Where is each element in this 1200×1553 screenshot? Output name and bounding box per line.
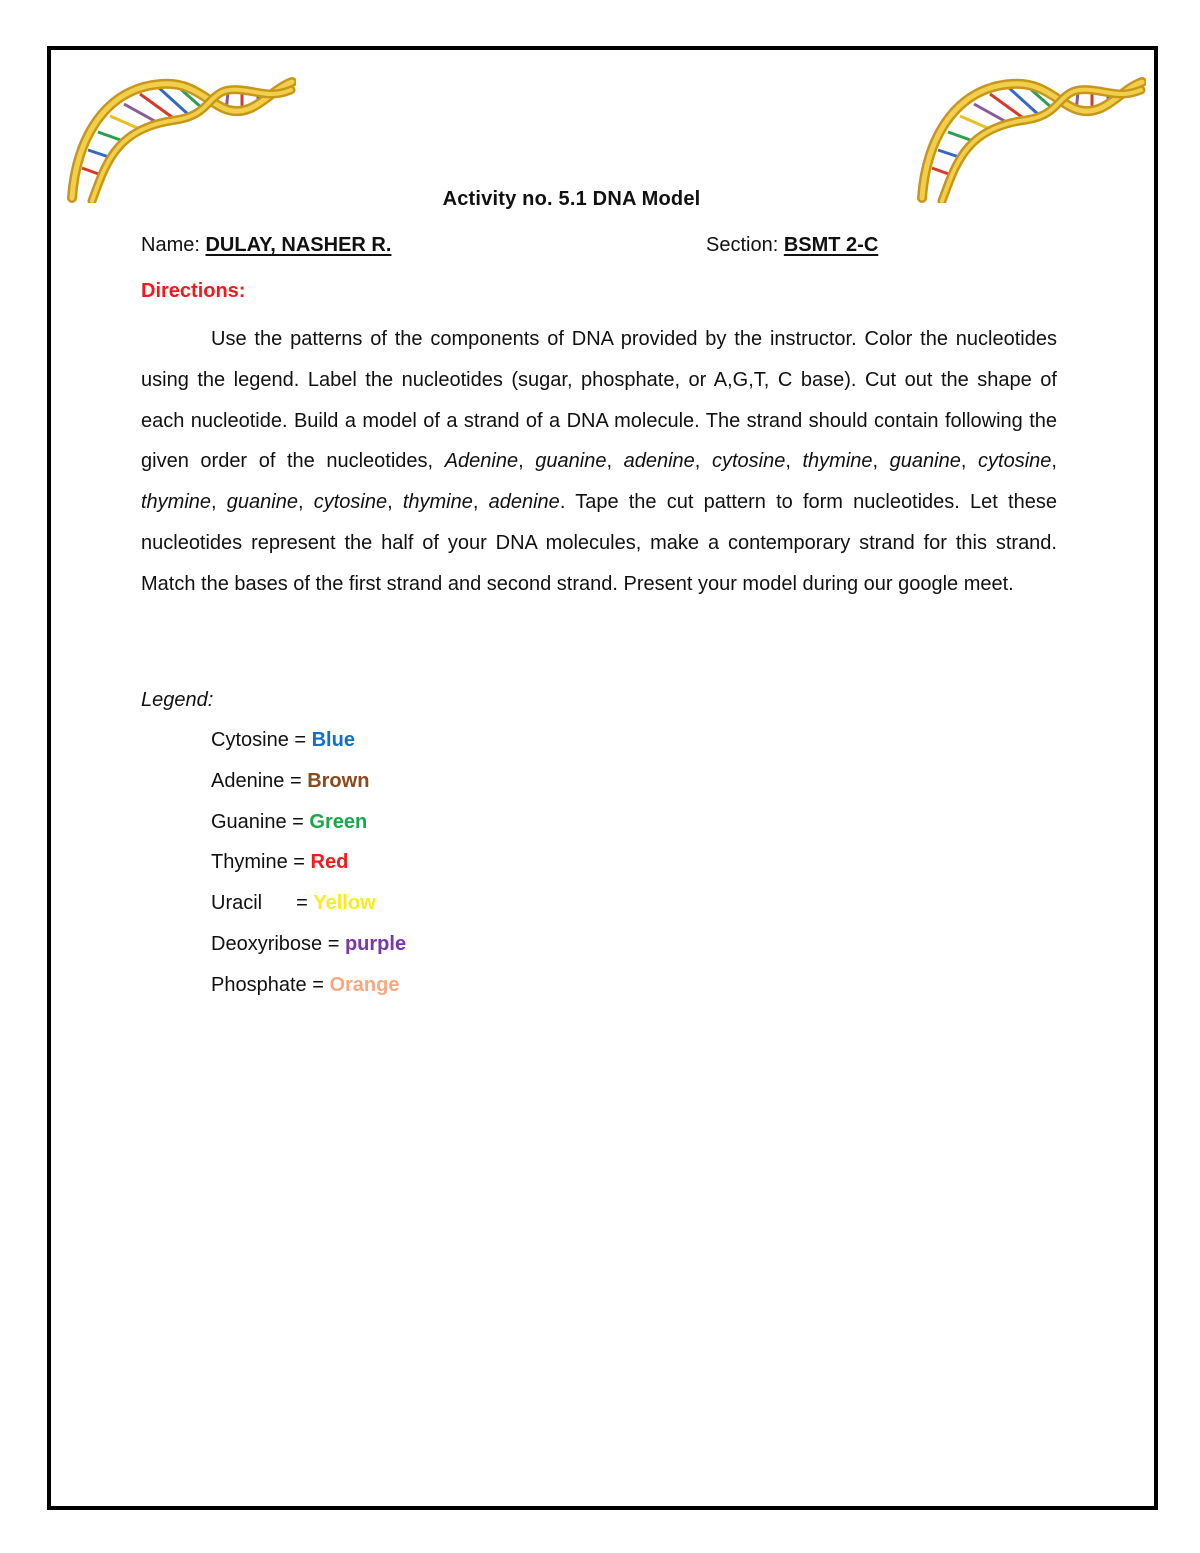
section-label: Section:	[706, 234, 784, 256]
directions-text-start: Use the patterns of the components of DNA provided by the instructor. Color the nucleotides using the legend. Label the nucleotides (sugar, phosphate, or A,G,T, C base). Cut out the shape of each nucleotide. Build a model of a strand of a DNA molecule. The strand should contain following the given order of the nucleotides,	[141, 328, 1057, 473]
legend-item	[211, 728, 406, 769]
legend-item-name: Phosphate	[211, 973, 307, 996]
legend-equals: =	[322, 932, 345, 955]
legend-equals: =	[284, 769, 308, 792]
sequence-nucleotide: adenine	[623, 450, 695, 473]
section-value: BSMT 2-C	[783, 234, 879, 256]
sequence-nucleotide: cytosine	[978, 450, 1052, 473]
activity-title: Activity no. 5.1 DNA Model	[442, 188, 701, 210]
legend-item-name: Cytosine	[211, 729, 289, 751]
sequence-nucleotide: guanine	[889, 450, 961, 473]
sequence-separator: ,	[518, 450, 536, 473]
legend-equals: =	[288, 729, 312, 751]
sequence-separator: ,	[211, 491, 227, 514]
sequence-separator: ,	[472, 491, 489, 514]
legend-color-name: Brown	[307, 769, 370, 792]
legend-item	[211, 810, 406, 851]
sequence-nucleotide: guanine	[535, 450, 607, 473]
legend-item-name: Uracil	[211, 892, 263, 915]
sequence-separator: ,	[872, 450, 890, 473]
sequence-separator: ,	[297, 491, 314, 514]
legend-item	[211, 769, 406, 810]
name-field	[141, 234, 391, 257]
sequence-nucleotide: Adenine	[444, 450, 519, 473]
legend-color-name: Red	[310, 851, 349, 874]
legend-item	[211, 932, 406, 973]
legend-equals: =	[287, 851, 311, 874]
dna-helix-left-icon	[66, 68, 296, 203]
directions-text-end: . Tape the cut pattern to form nucleotides. Let these nucleotides represent the half of your DNA molecules, make a contemporary strand for this strand. Match the bases of the first strand and second strand. Present your model during our google meet.	[141, 491, 1057, 595]
sequence-nucleotide: adenine	[488, 491, 560, 514]
legend-equals: =	[306, 973, 330, 996]
section-field	[706, 234, 878, 257]
legend-item-name: Adenine	[211, 769, 285, 792]
legend-color-name: purple	[344, 932, 407, 955]
legend-list	[211, 728, 406, 1014]
legend-color-name: Yellow	[313, 892, 376, 915]
directions-paragraph	[141, 319, 1057, 605]
directions-heading: Directions:	[141, 280, 246, 302]
legend-color-name: Green	[309, 810, 368, 833]
legend-heading: Legend:	[141, 689, 214, 711]
sequence-nucleotide: thymine	[802, 450, 873, 473]
dna-helix-right-icon	[916, 68, 1146, 203]
sequence-separator: ,	[387, 491, 403, 514]
legend-item	[211, 973, 406, 1014]
name-label: Name:	[141, 234, 206, 256]
legend-item	[211, 850, 406, 891]
legend-color-name: Blue	[311, 729, 355, 751]
legend-item	[211, 891, 406, 932]
sequence-separator: ,	[1051, 450, 1057, 473]
legend-equals: =	[286, 810, 310, 833]
sequence-nucleotide: cytosine	[711, 450, 786, 473]
legend-item-name: Thymine	[211, 851, 288, 874]
sequence-nucleotide: thymine	[141, 491, 212, 514]
sequence-nucleotide: cytosine	[313, 491, 388, 514]
sequence-nucleotide: thymine	[402, 491, 473, 514]
legend-equals: =	[296, 892, 314, 915]
sequence-separator: ,	[960, 450, 979, 473]
sequence-separator: ,	[606, 450, 624, 473]
sequence-separator: ,	[785, 450, 803, 473]
legend-color-name: Orange	[329, 973, 400, 996]
name-value: DULAY, NASHER R.	[205, 234, 392, 256]
sequence-nucleotide: guanine	[226, 491, 298, 514]
legend-item-name: Deoxyribose	[211, 932, 323, 955]
sequence-separator: ,	[694, 450, 712, 473]
legend-item-name: Guanine	[211, 810, 287, 833]
